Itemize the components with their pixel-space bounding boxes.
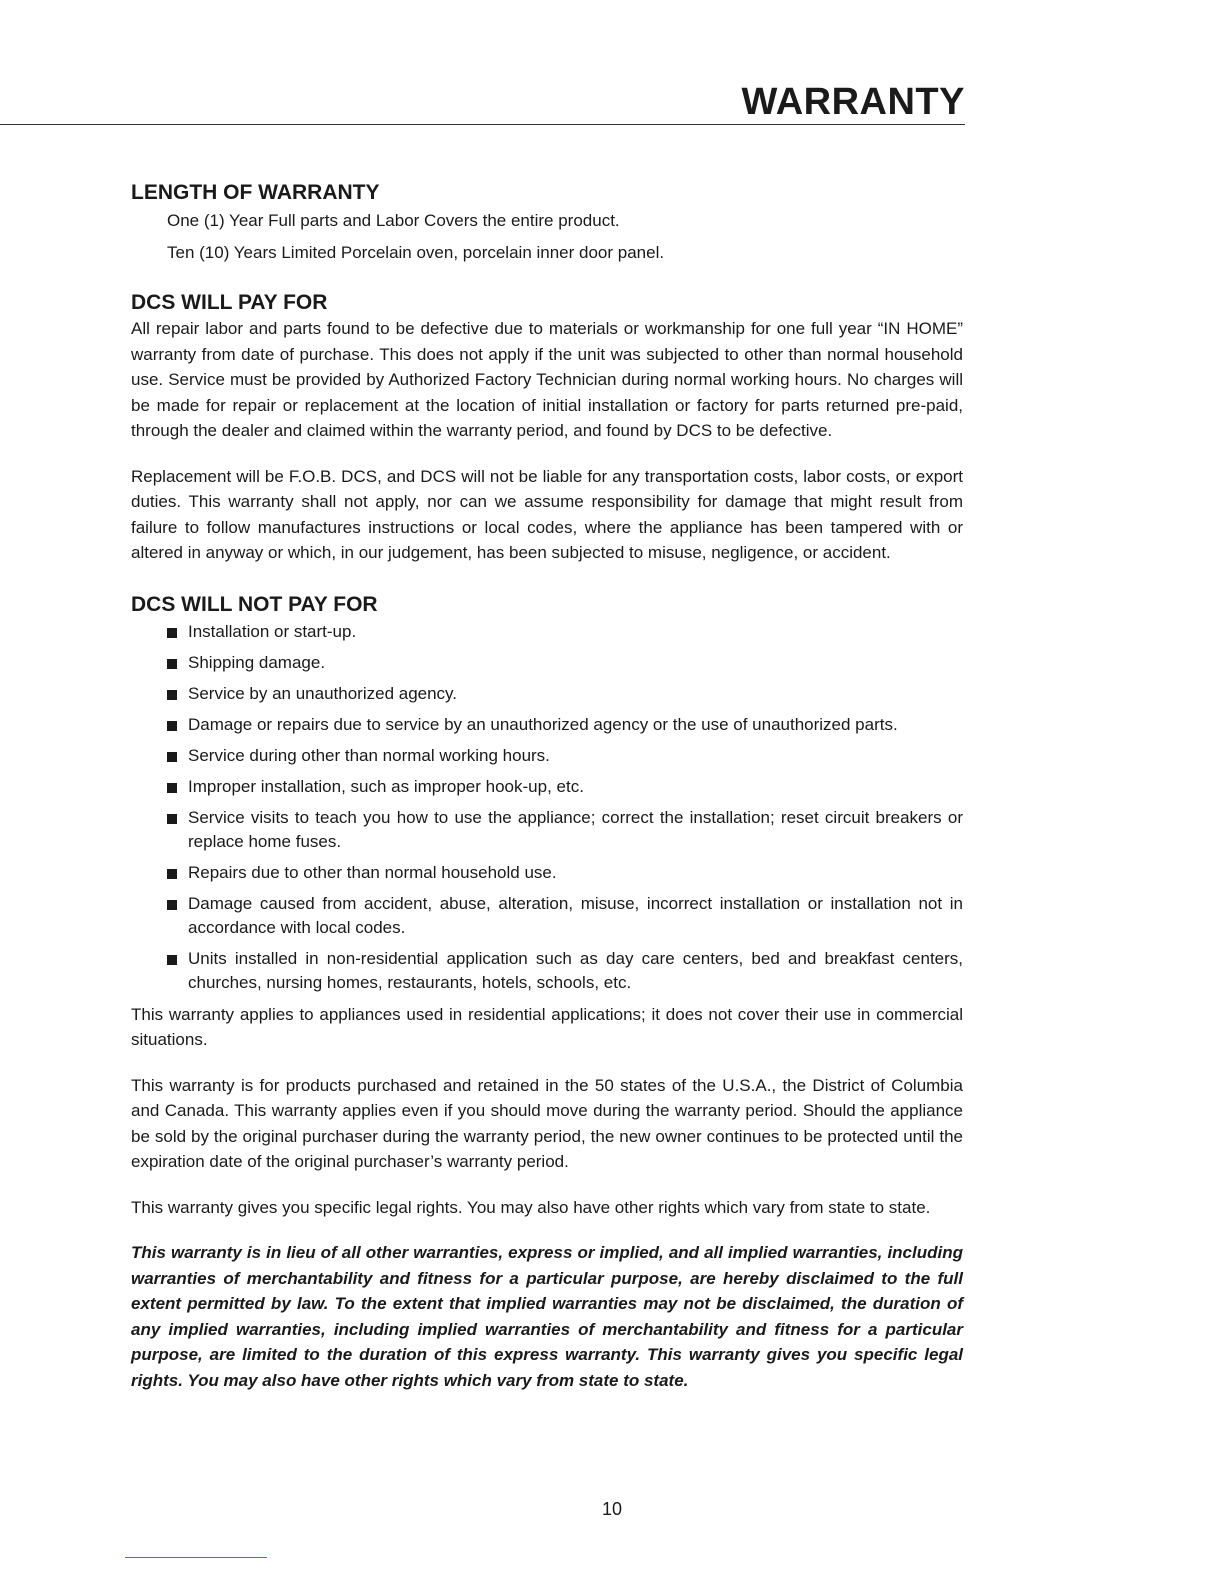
square-bullet-icon <box>167 690 177 700</box>
page-number: 10 <box>601 1499 623 1519</box>
page-title: WARRANTY <box>741 81 965 123</box>
header-divider <box>0 124 965 125</box>
list-item <box>167 861 963 885</box>
footer-link-underline <box>125 1557 267 1558</box>
warranty-content <box>131 180 963 1393</box>
list-item-text: Shipping damage. <box>188 652 326 672</box>
list-item-text: Installation or start-up. <box>188 621 357 641</box>
square-bullet-icon <box>167 659 177 669</box>
will-not-pay-section <box>131 592 963 995</box>
square-bullet-icon <box>167 955 177 965</box>
warranty-term-item: Ten (10) Years Limited Porcelain oven, porcelain inner door panel. <box>167 243 665 262</box>
list-item <box>167 947 963 995</box>
list-item-text: Repairs due to other than normal household use. <box>188 862 557 882</box>
list-item-text: Damage or repairs due to service by an unauthorized agency or the use of unauthorized parts. <box>188 714 898 734</box>
residential-use-paragraph: This warranty applies to appliances used in residential applications; it does not cover their use in commercial situations. <box>131 1004 963 1049</box>
length-of-warranty-heading: LENGTH OF WARRANTY <box>131 181 380 204</box>
list-item <box>167 651 963 675</box>
square-bullet-icon <box>167 628 177 638</box>
square-bullet-icon <box>167 900 177 910</box>
coverage-region-paragraph: This warranty is for products purchased and retained in the 50 states of the U.S.A., the District of Columbia and Canada. This warranty applies even if you should move during the warranty period. Should the appliance be sold by the original purchaser during the warranty period, the new owner continues to be protected until the expiration date of the original purchaser’s warranty period. <box>131 1075 963 1171</box>
list-item <box>167 682 963 706</box>
list-item-text: Units installed in non-residential application such as day care centers, bed and breakfast centers, churches, nursing homes, restaurants, hotels, schools, etc. <box>188 948 963 992</box>
square-bullet-icon <box>167 783 177 793</box>
will-pay-section <box>131 290 963 566</box>
length-of-warranty-section <box>131 180 963 264</box>
will-pay-paragraph: All repair labor and parts found to be defective due to materials or workmanship for one full year “IN HOME” warranty from date of purchase. This does not apply if the unit was subjected to other than normal household use. Service must be provided by Authorized Factory Technician during normal working hours. No charges will be made for repair or replacement at the location of initial installation or factory for parts returned pre-paid, through the dealer and claimed within the warranty period, and found by DCS to be defective. <box>131 319 963 440</box>
list-item-text: Service by an unauthorized agency. <box>188 683 458 703</box>
square-bullet-icon <box>167 752 177 762</box>
will-not-pay-heading: DCS WILL NOT PAY FOR <box>131 592 378 616</box>
square-bullet-icon <box>167 869 177 879</box>
list-item-text: Improper installation, such as improper hook-up, etc. <box>188 776 584 796</box>
length-of-warranty-list <box>167 210 963 264</box>
list-item <box>167 744 963 768</box>
disclaimer-paragraph: This warranty is in lieu of all other warranties, express or implied, and all implied warranties, including warranties of merchantability and fitness for a particular purpose, are hereby disclaimed to the full extent permitted by law. To the extent that implied warranties may not be disclaimed, the duration of any implied warranties, including implied warranties of merchantability and fitness for a particular purpose, are limited to the duration of this express warranty. This warranty gives you specific legal rights. You may also have other rights which vary from state to state. <box>131 1243 963 1390</box>
exclusion-list <box>167 620 963 995</box>
square-bullet-icon <box>167 814 177 824</box>
warranty-term-item: One (1) Year Full parts and Labor Covers the entire product. <box>167 211 620 230</box>
list-item <box>167 892 963 940</box>
list-item <box>167 775 963 799</box>
legal-rights-paragraph: This warranty gives you specific legal rights. You may also have other rights which vary from state to state. <box>131 1197 931 1217</box>
square-bullet-icon <box>167 721 177 731</box>
replacement-paragraph: Replacement will be F.O.B. DCS, and DCS will not be liable for any transportation costs, labor costs, or export duties. This warranty shall not apply, nor can we assume responsibility for damage that might result from failure to follow manufactures instructions or local codes, where the appliance has been tampered with or altered in anyway or which, in our judgement, has been subjected to misuse, negligence, or accident. <box>131 466 963 562</box>
list-item <box>167 620 963 644</box>
list-item <box>167 806 963 854</box>
list-item-text: Service visits to teach you how to use the appliance; correct the installation; reset circuit breakers or replace home fuses. <box>188 807 963 851</box>
will-pay-heading: DCS WILL PAY FOR <box>131 291 328 314</box>
list-item <box>167 713 963 737</box>
list-item-text: Service during other than normal working hours. <box>188 745 550 765</box>
list-item-text: Damage caused from accident, abuse, alteration, misuse, incorrect installation or installation not in accordance with local codes. <box>188 893 963 937</box>
warranty-terms-section <box>131 1002 963 1394</box>
